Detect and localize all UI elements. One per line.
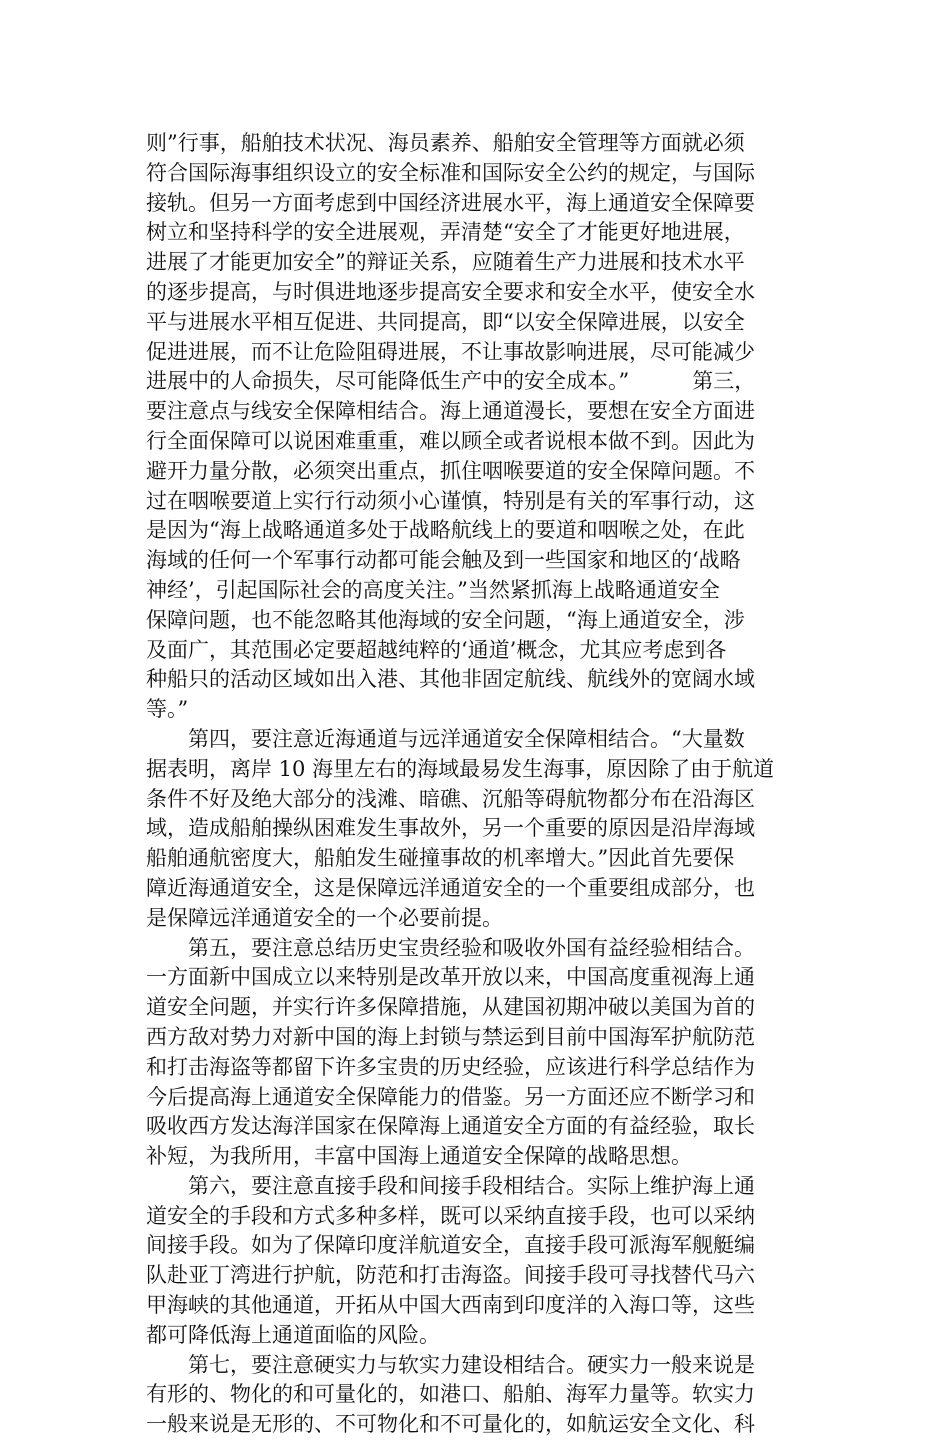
paragraph-start-line: 第四，要注意近海通道与远洋通道安全保障相结合。“大量数 — [188, 726, 745, 751]
text-line: 树立和坚持科学的安全进展观，弄清楚“安全了才能更好地进展， — [146, 220, 745, 245]
text-line: 及面广，其范围必定要超越纯粹的‘通道’概念，尤其应考虑到各 — [146, 637, 727, 662]
text-line: 海域的任何一个军事行动都可能会触及到一些国家和地区的‘战略 — [146, 548, 741, 573]
text-line: 队赴亚丁湾进行护航，防范和打击海盗。间接手段可寻找替代马六 — [146, 1263, 755, 1288]
text-line: 等。” — [146, 697, 189, 722]
text-line: 则”行事，船舶技术状况、海员素养、船舶安全管理等方面就必须 — [146, 131, 745, 155]
text-line: 域，造成船舶操纵困难发生事故外，另一个重要的原因是沿岸海域 — [146, 816, 755, 841]
text-line: 船舶通航密度大，船舶发生碰撞事故的机率增大。”因此首先要保 — [146, 846, 735, 871]
text-line: 据表明，离岸 10 海里左右的海域最易发生海事，原因除了由于航道 — [146, 756, 775, 781]
text-line: 条件不好及绝大部分的浅滩、暗礁、沉船等碍航物都分布在沿海区 — [146, 786, 755, 811]
text-line: 促进进展，而不让危险阻碍进展，不让事故影响进展，尽可能减少 — [146, 339, 755, 364]
text-line: 平与进展水平相互促进、共同提高，即“以安全保障进展，以安全 — [146, 309, 745, 334]
text-line: 甲海峡的其他通道，开拓从中国大西南到印度洋的入海口等，这些 — [146, 1293, 755, 1318]
paragraph-start-line: 第六，要注意直接手段和间接手段相结合。实际上维护海上通 — [188, 1173, 755, 1198]
text-line: 保障问题，也不能忽略其他海域的安全问题，“海上通道安全，涉 — [146, 607, 745, 632]
text-line: 道安全问题，并实行许多保障措施，从建国初期冲破以美国为首的 — [146, 995, 755, 1020]
text-line: 行全面保障可以说困难重重，难以顾全或者说根本做不到。因此为 — [146, 428, 755, 453]
text-line: 进展了才能更加安全”的辩证关系，应随着生产力进展和技术水平 — [146, 250, 745, 275]
paragraph-start-line: 第七，要注意硬实力与软实力建设相结合。硬实力一般来说是 — [188, 1352, 755, 1377]
text-line: 补短，为我所用，丰富中国海上通道安全保障的战略思想。 — [146, 1144, 692, 1169]
text-line: 道安全的手段和方式多种多样，既可以采纳直接手段，也可以采纳 — [146, 1203, 755, 1228]
text-line: 一方面新中国成立以来特别是改革开放以来，中国高度重视海上通 — [146, 965, 755, 990]
text-line: 种船只的活动区域如出入港、其他非固定航线、航线外的宽阔水域 — [146, 667, 755, 692]
text-line: 有形的、物化的和可量化的，如港口、船舶、海军力量等。软实力 — [146, 1382, 755, 1407]
text-line: 都可降低海上通道面临的风险。 — [146, 1322, 440, 1347]
text-line: 避开力量分散，必须突出重点，抓住咽喉要道的安全保障问题。不 — [146, 458, 755, 483]
text-line: 是因为“海上战略通道多处于战略航线上的要道和咽喉之处，在此 — [146, 518, 745, 543]
text-line: 的逐步提高，与时俱进地逐步提高安全要求和安全水平，使安全水 — [146, 279, 755, 304]
text-line: 障近海通道安全，这是保障远洋通道安全的一个重要组成部分，也 — [146, 875, 755, 900]
text-line: 一般来说是无形的、不可物化和不可量化的，如航运安全文化、科 — [146, 1412, 755, 1437]
document-body — [146, 129, 802, 1440]
text-line: 和打击海盗等都留下许多宝贵的历史经验，应该进行科学总结作为 — [146, 1054, 755, 1079]
text-line: 符合国际海事组织设立的安全标准和国际安全公约的规定，与国际 — [146, 160, 755, 185]
text-line: 接轨。但另一方面考虑到中国经济进展水平，海上通道安全保障要 — [146, 190, 755, 215]
text-line: 吸收西方发达海洋国家在保障海上通道安全方面的有益经验，取长 — [146, 1114, 755, 1139]
text-line: 是保障远洋通道安全的一个必要前提。 — [146, 905, 503, 930]
text-line: 神经’，引起国际社会的高度关注。”当然紧抓海上战略通道安全 — [146, 577, 720, 602]
text-line: 间接手段。如为了保障印度洋航道安全，直接手段可派海军舰艇编 — [146, 1233, 755, 1258]
text-line: 要注意点与线安全保障相结合。海上通道漫长，要想在安全方面进 — [146, 399, 755, 424]
text-line: 西方敌对势力对新中国的海上封锁与禁运到目前中国海军护航防范 — [146, 1024, 755, 1049]
text-line: 今后提高海上通道安全保障能力的借鉴。另一方面还应不断学习和 — [146, 1084, 755, 1109]
text-line: 进展中的人命损失，尽可能降低生产中的安全成本。” 第三， — [146, 369, 756, 394]
text-line: 过在咽喉要道上实行行动须小心谨慎，特别是有关的军事行动，这 — [146, 488, 755, 513]
paragraph-start-line: 第五，要注意总结历史宝贵经验和吸收外国有益经验相结合。 — [188, 935, 755, 960]
